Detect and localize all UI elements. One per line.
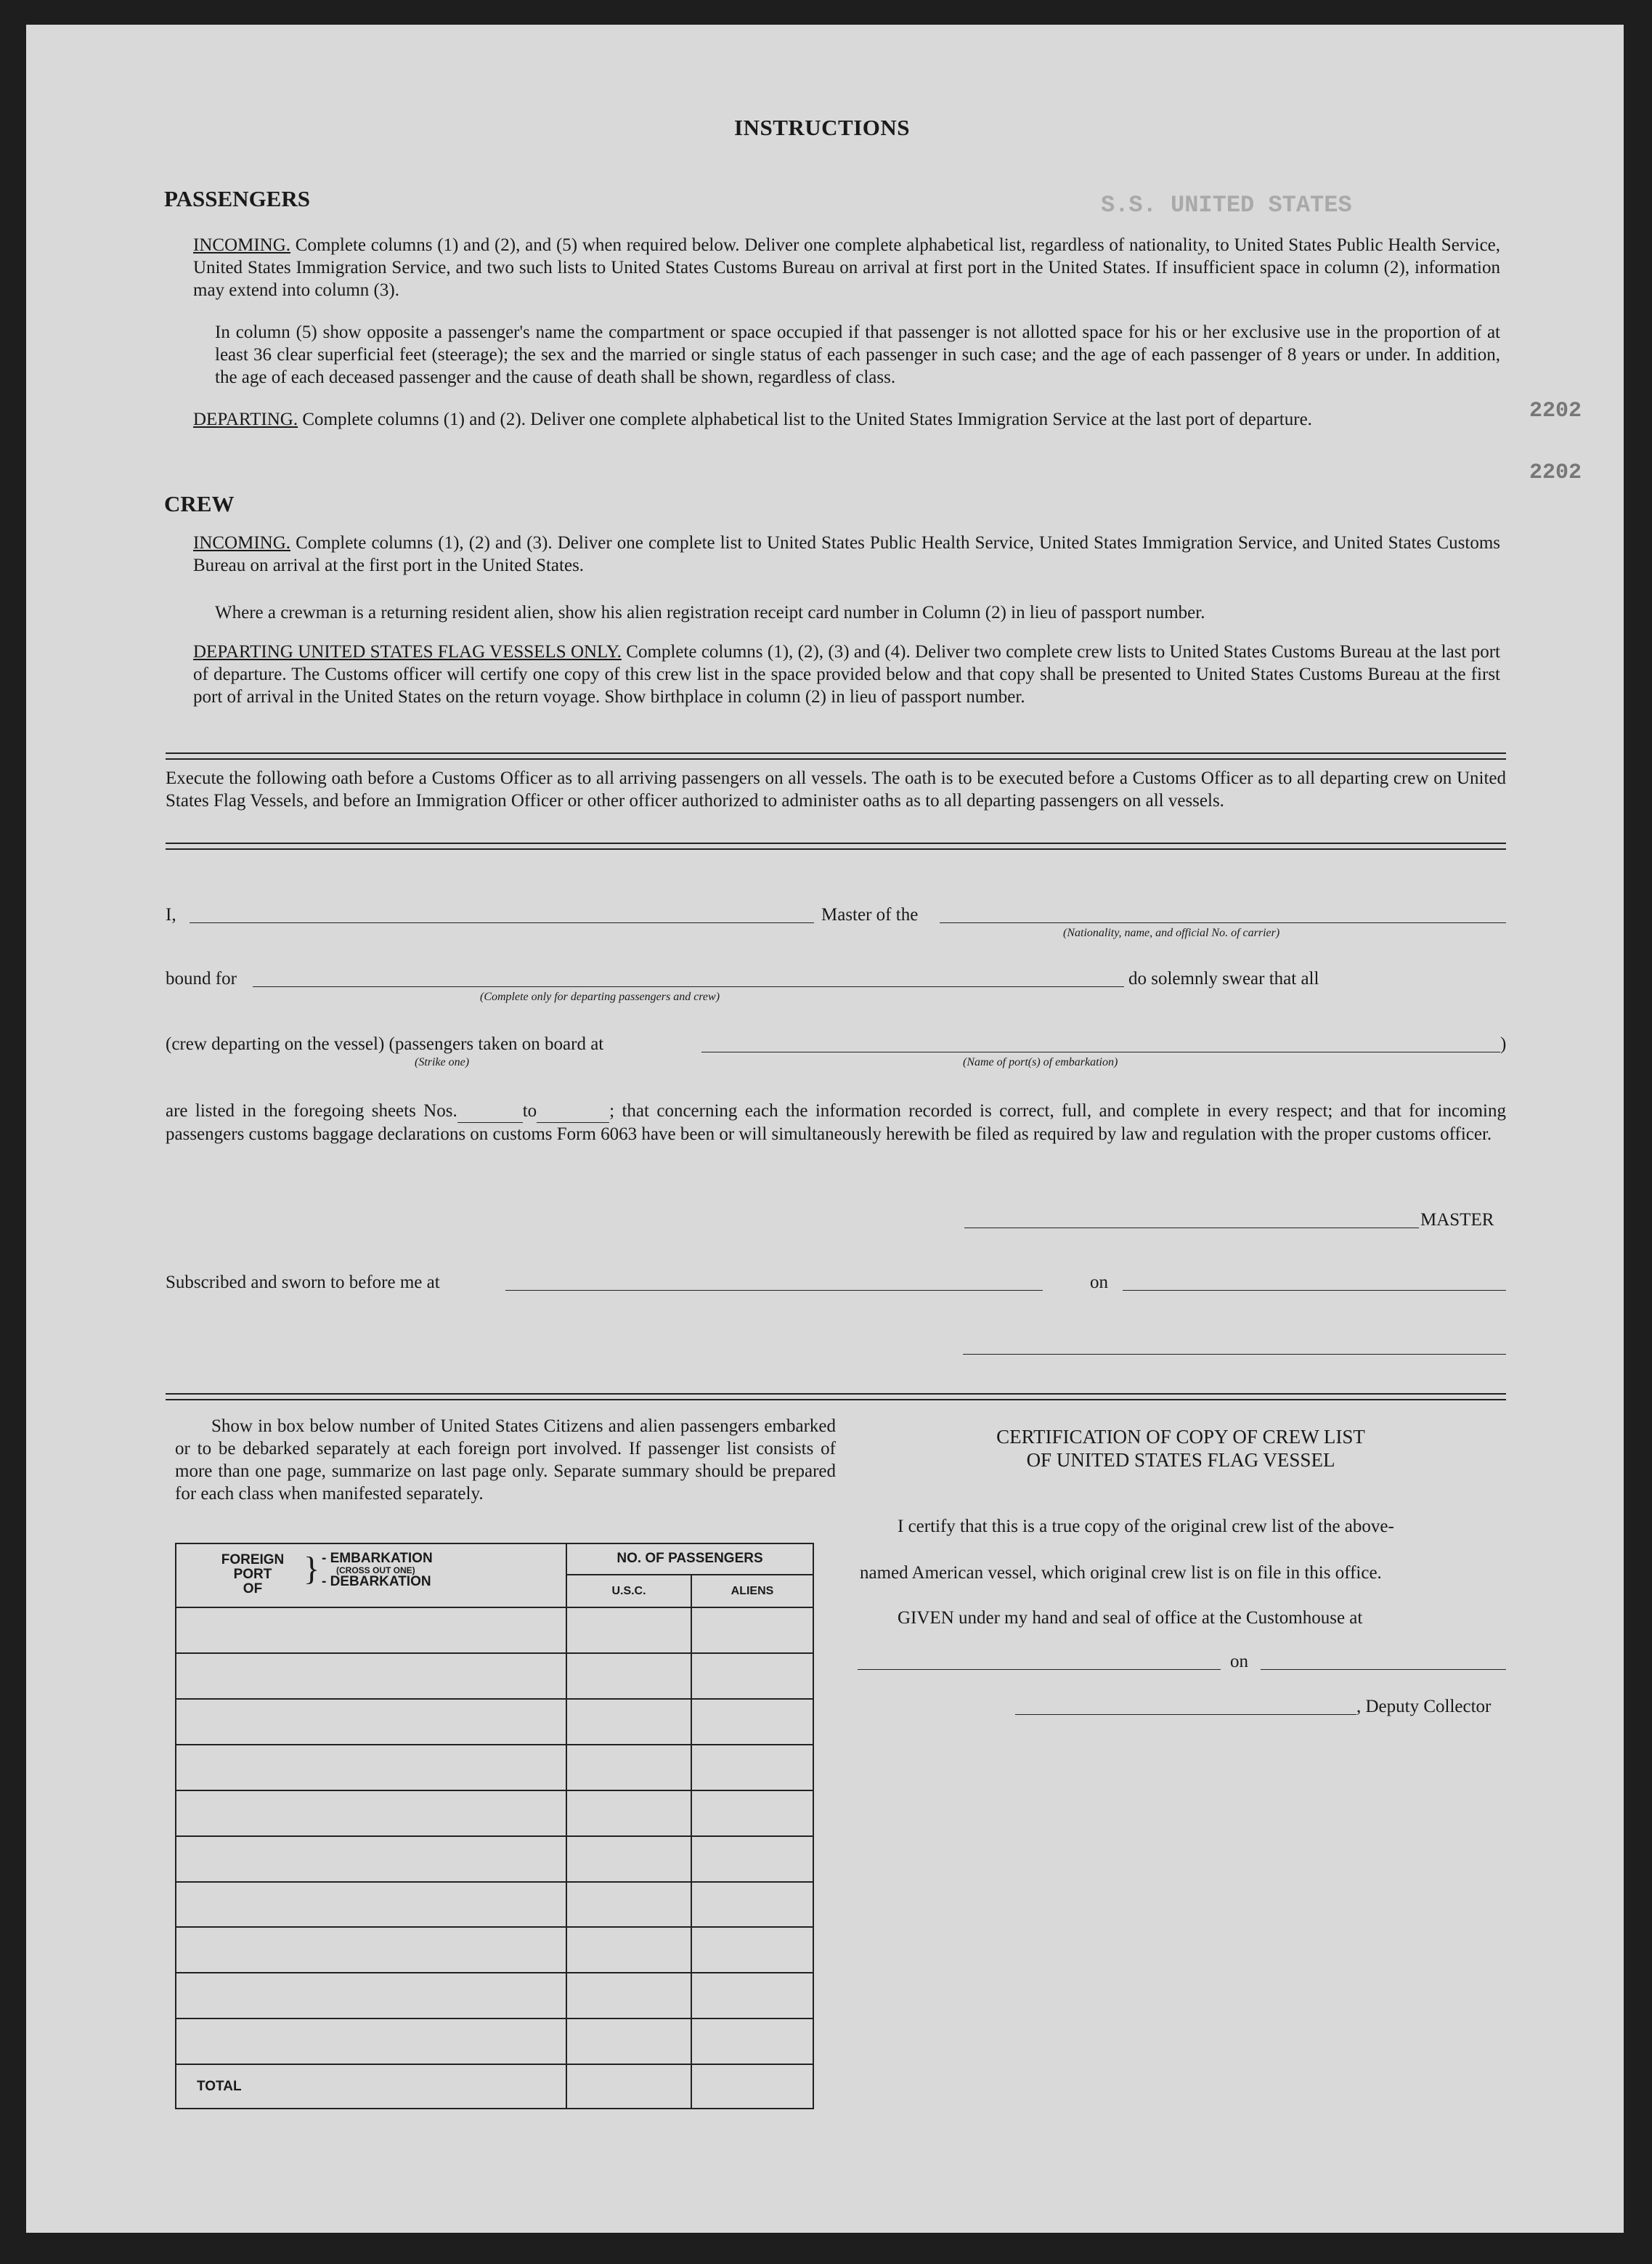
divider — [166, 848, 1506, 850]
aliens-cell[interactable] — [691, 1653, 813, 1699]
usc-cell[interactable] — [566, 1836, 691, 1882]
carrier-line[interactable] — [940, 922, 1506, 923]
deputy-collector-signature-line[interactable] — [1015, 1714, 1356, 1715]
usc-cell[interactable] — [566, 1882, 691, 1928]
port-cell[interactable] — [176, 1973, 566, 2018]
port-cell[interactable] — [176, 1882, 566, 1928]
port-cell[interactable] — [176, 1745, 566, 1790]
listed-text-rest: ; that concerning each the information recorded is correct, full, and complete in every respect; and that for incoming passengers customs baggage declarations on customs Form 6063 have been or will simultaneously herewith be filed as required by law and regulation with the proper customs officer. — [166, 1101, 1506, 1144]
aliens-cell[interactable] — [691, 1882, 813, 1928]
crew-departing-paragraph — [193, 641, 1500, 708]
document-page — [26, 25, 1624, 2233]
bound-for-line[interactable] — [253, 986, 1124, 987]
usc-cell[interactable] — [566, 1653, 691, 1699]
officer-signature-line[interactable] — [963, 1354, 1506, 1355]
master-of-label: Master of the — [821, 905, 919, 925]
on-label: on — [1090, 1273, 1108, 1292]
cert-heading-line1: CERTIFICATION OF COPY OF CREW LIST — [996, 1426, 1365, 1448]
aliens-cell[interactable] — [691, 1836, 813, 1882]
sheet-from-blank[interactable] — [457, 1100, 523, 1123]
page-title: INSTRUCTIONS — [734, 115, 911, 140]
master-name-line[interactable] — [190, 922, 814, 923]
subscribed-date-line[interactable] — [1123, 1290, 1506, 1291]
bound-for-caption: (Complete only for departing passengers and crew) — [480, 991, 720, 1003]
aliens-cell[interactable] — [691, 1607, 813, 1653]
cross-out-label: (CROSS OUT ONE) — [336, 1565, 415, 1576]
port-header-cell — [176, 1543, 566, 1607]
crew-incoming-paragraph — [193, 532, 1500, 577]
passengers-departing-text: Complete columns (1) and (2). Deliver one complete alphabetical list to the United States Immigration Service at the last port of departure. — [302, 410, 1312, 429]
close-paren: ) — [1500, 1034, 1507, 1054]
divider — [166, 1399, 1506, 1400]
oath-i-label: I, — [166, 905, 176, 925]
crew-incoming-label: INCOMING. — [193, 533, 291, 553]
usc-cell[interactable] — [566, 1973, 691, 2018]
listed-sheets-paragraph — [166, 1100, 1506, 1145]
ghost-text: 2202 — [1529, 460, 1582, 485]
customhouse-place-line[interactable] — [858, 1669, 1221, 1670]
certification-heading — [868, 1425, 1493, 1472]
brace-glyph: } — [304, 1550, 320, 1588]
carrier-caption: (Nationality, name, and official No. of carrier) — [1063, 927, 1280, 939]
passengers-incoming-paragraph — [193, 234, 1500, 301]
embarkation-label: - EMBARKATION — [322, 1551, 433, 1567]
listed-text: are listed in the foregoing sheets Nos. — [166, 1101, 457, 1121]
aliens-cell[interactable] — [691, 1973, 813, 2018]
subscribed-label: Subscribed and sworn to before me at — [166, 1273, 440, 1292]
passengers-column5-paragraph: In column (5) show opposite a passenger's name the compartment or space occupied if that passenger is not allotted space for his or her exclusive use in the proportion of at least 36 clear superficial feet (steerage); the sex and the married or single status of each passenger in such case; and the age of each passenger of 8 years or under. In addition, the age of each deceased passenger and the cause of death shall be shown, regardless of class. — [215, 322, 1500, 387]
aliens-header: ALIENS — [691, 1575, 813, 1607]
port-cell[interactable] — [176, 1836, 566, 1882]
aliens-cell[interactable] — [691, 2018, 813, 2064]
ghost-text: 2202 — [1529, 399, 1582, 423]
port-cell[interactable] — [176, 1653, 566, 1699]
usc-cell[interactable] — [566, 1607, 691, 1653]
cert-line1: I certify that this is a true copy of the original crew list of the above- — [898, 1517, 1394, 1536]
cert-line2: named American vessel, which original crew list is on file in this office. — [860, 1563, 1382, 1583]
port-cell[interactable] — [176, 2018, 566, 2064]
section-heading-passengers: PASSENGERS — [164, 186, 310, 211]
divider — [166, 1393, 1506, 1395]
embarkation-caption: (Name of port(s) of embarkation) — [963, 1056, 1118, 1068]
customhouse-date-line[interactable] — [1261, 1669, 1506, 1670]
divider — [166, 843, 1506, 844]
usc-total-cell[interactable] — [566, 2064, 691, 2109]
usc-header: U.S.C. — [566, 1575, 691, 1607]
crew-departing-text: Complete columns (1), (2), (3) and (4). Deliver two complete crew lists to United States Customs Bureau at the last port of departure. The Customs officer will certify one copy of this crew list in the space provided below and that copy shall be presented to United States Customs Bureau at the first port of arrival in the United States on the return voyage. Show birthplace in column (2) in lieu of passport number. — [193, 642, 1501, 707]
section-heading-crew: CREW — [164, 491, 235, 516]
cert-heading-line2: OF UNITED STATES FLAG VESSEL — [1026, 1449, 1335, 1471]
passengers-incoming-label: INCOMING. — [193, 235, 291, 255]
divider — [166, 758, 1506, 760]
usc-cell[interactable] — [566, 2018, 691, 2064]
port-label: PORT — [233, 1567, 272, 1583]
aliens-cell[interactable] — [691, 1927, 813, 1973]
aliens-cell[interactable] — [691, 1699, 813, 1745]
total-label: TOTAL — [176, 2064, 566, 2109]
divider — [166, 752, 1506, 754]
port-cell[interactable] — [176, 1790, 566, 1836]
aliens-cell[interactable] — [691, 1745, 813, 1790]
oath-instruction-paragraph: Execute the following oath before a Customs Officer as to all arriving passengers on all vessels. The oath is to be executed before a Customs Officer as to all departing crew on United States Flag Vessels, and before an Immigration Officer or other officer authorized to administer oaths as to all departing passengers on all vessels. — [166, 768, 1506, 811]
passengers-departing-label: DEPARTING. — [193, 410, 298, 429]
cert-line3: GIVEN under my hand and seal of office at the Customhouse at — [898, 1608, 1363, 1628]
aliens-cell[interactable] — [691, 1790, 813, 1836]
of-label: OF — [243, 1581, 263, 1597]
usc-cell[interactable] — [566, 1745, 691, 1790]
listed-to: to — [522, 1101, 537, 1121]
passengers-incoming-text: Complete columns (1) and (2), and (5) when required below. Deliver one complete alphabetical list, regardless of nationality, to United States Public Health Service, United States Immigration Service, and two such lists to United States Customs Bureau on arrival at first port in the United States. If insufficient space in column (2), information may extend into column (3). — [193, 235, 1501, 300]
port-cell[interactable] — [176, 1607, 566, 1653]
crew-alien-paragraph: Where a crewman is a returning resident alien, show his alien registration receipt card number in Column (2) in lieu of passport number. — [215, 603, 1205, 622]
ghost-text: S.S. UNITED STATES — [1101, 192, 1352, 219]
port-cell[interactable] — [176, 1927, 566, 1973]
crew-passengers-label: (crew departing on the vessel) (passengers taken on board at — [166, 1034, 604, 1054]
aliens-total-cell[interactable] — [691, 2064, 813, 2109]
usc-cell[interactable] — [566, 1790, 691, 1836]
solemnly-swear-label: do solemnly swear that all — [1128, 969, 1319, 989]
strike-one-caption: (Strike one) — [415, 1056, 470, 1068]
summary-instruction: Show in box below number of United States Citizens and alien passengers embarked or to be debarked separately at each foreign port involved. If passenger list consists of more than one page, summarize on last page only. Separate summary should be prepared for each class when manifested separately. — [175, 1416, 836, 1504]
deputy-collector-label: , Deputy Collector — [1356, 1697, 1492, 1716]
passengers-departing-paragraph — [193, 408, 1500, 431]
no-of-passengers-header: NO. OF PASSENGERS — [566, 1543, 813, 1575]
crew-departing-label: DEPARTING UNITED STATES FLAG VESSELS ONLY. — [193, 642, 622, 662]
master-label: MASTER — [1420, 1210, 1494, 1230]
usc-cell[interactable] — [566, 1699, 691, 1745]
passenger-summary-table — [175, 1543, 814, 2109]
subscribed-place-line[interactable] — [505, 1290, 1043, 1291]
crew-incoming-text: Complete columns (1), (2) and (3). Deliver one complete list to United States Public Health Service, United States Immigration Service, and United States Customs Bureau on arrival at the first port in the United States. — [193, 533, 1501, 575]
bound-for-label: bound for — [166, 969, 237, 989]
foreign-label: FOREIGN — [221, 1552, 285, 1568]
usc-cell[interactable] — [566, 1927, 691, 1973]
cert-on-label: on — [1230, 1652, 1248, 1671]
debarkation-label: - DEBARKATION — [322, 1574, 431, 1590]
sheet-to-blank[interactable] — [537, 1100, 609, 1123]
port-cell[interactable] — [176, 1699, 566, 1745]
